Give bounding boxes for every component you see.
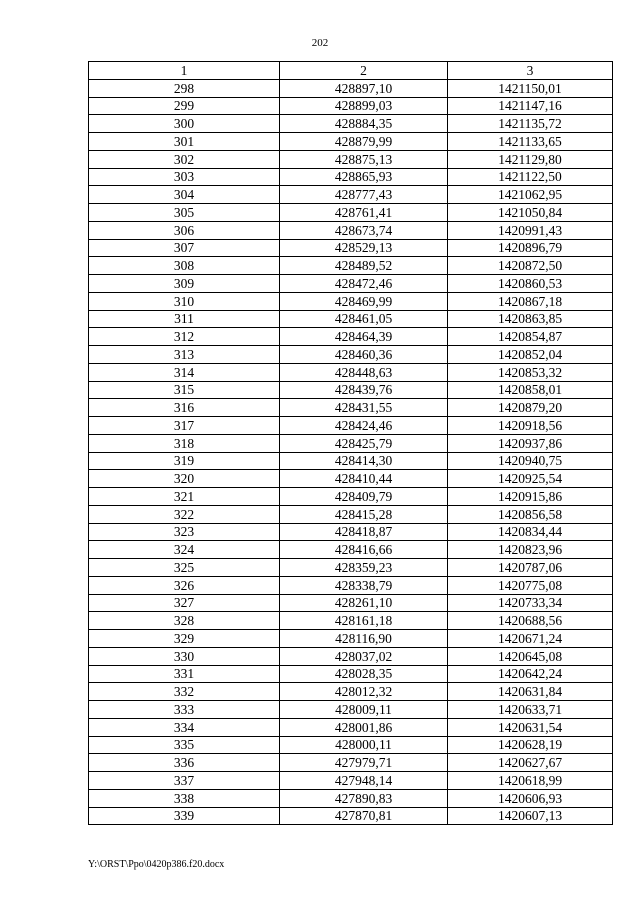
table-row (89, 292, 613, 310)
page-number: 202 (311, 37, 329, 49)
x-coordinate-cell: 427979,71 (280, 754, 448, 772)
x-coordinate-cell: 428012,32 (280, 683, 448, 701)
x-coordinate-cell: 428116,90 (280, 630, 448, 648)
table-row (89, 363, 613, 381)
table-row (89, 612, 613, 630)
y-coordinate-cell: 1420867,18 (448, 292, 613, 310)
x-coordinate-cell: 428425,79 (280, 434, 448, 452)
point-number-cell: 332 (89, 683, 280, 701)
table-row (89, 186, 613, 204)
x-coordinate-cell: 428673,74 (280, 221, 448, 239)
x-coordinate-cell: 428261,10 (280, 594, 448, 612)
table-row (89, 559, 613, 577)
x-coordinate-cell: 428761,41 (280, 204, 448, 222)
point-number-cell: 331 (89, 665, 280, 683)
y-coordinate-cell: 1420631,84 (448, 683, 613, 701)
x-coordinate-cell: 428461,05 (280, 310, 448, 328)
table-row (89, 505, 613, 523)
y-coordinate-cell: 1421050,84 (448, 204, 613, 222)
x-coordinate-cell: 428884,35 (280, 115, 448, 133)
table-row (89, 381, 613, 399)
y-coordinate-cell: 1420834,44 (448, 523, 613, 541)
y-coordinate-cell: 1420642,24 (448, 665, 613, 683)
y-coordinate-cell: 1420823,96 (448, 541, 613, 559)
x-coordinate-cell: 428460,36 (280, 346, 448, 364)
point-number-cell: 335 (89, 736, 280, 754)
column-header-1: 1 (89, 62, 280, 80)
table-row (89, 79, 613, 97)
point-number-cell: 337 (89, 772, 280, 790)
table-header-row (89, 62, 613, 80)
point-number-cell: 306 (89, 221, 280, 239)
table-row (89, 470, 613, 488)
y-coordinate-cell: 1420645,08 (448, 647, 613, 665)
x-coordinate-cell: 428899,03 (280, 97, 448, 115)
point-number-cell: 307 (89, 239, 280, 257)
x-coordinate-cell: 428489,52 (280, 257, 448, 275)
point-number-cell: 309 (89, 275, 280, 293)
y-coordinate-cell: 1421129,80 (448, 150, 613, 168)
point-number-cell: 330 (89, 647, 280, 665)
x-coordinate-cell: 428416,66 (280, 541, 448, 559)
point-number-cell: 323 (89, 523, 280, 541)
point-number-cell: 319 (89, 452, 280, 470)
table-row (89, 807, 613, 825)
x-coordinate-cell: 428472,46 (280, 275, 448, 293)
y-coordinate-cell: 1421135,72 (448, 115, 613, 133)
y-coordinate-cell: 1420633,71 (448, 701, 613, 719)
x-coordinate-cell: 428431,55 (280, 399, 448, 417)
point-number-cell: 304 (89, 186, 280, 204)
x-coordinate-cell: 427948,14 (280, 772, 448, 790)
y-coordinate-cell: 1420991,43 (448, 221, 613, 239)
x-coordinate-cell: 428028,35 (280, 665, 448, 683)
point-number-cell: 315 (89, 381, 280, 399)
x-coordinate-cell: 428448,63 (280, 363, 448, 381)
point-number-cell: 301 (89, 133, 280, 151)
y-coordinate-cell: 1420918,56 (448, 417, 613, 435)
point-number-cell: 336 (89, 754, 280, 772)
y-coordinate-cell: 1420607,13 (448, 807, 613, 825)
point-number-cell: 310 (89, 292, 280, 310)
point-number-cell: 316 (89, 399, 280, 417)
y-coordinate-cell: 1421133,65 (448, 133, 613, 151)
table-row (89, 328, 613, 346)
x-coordinate-cell: 428415,28 (280, 505, 448, 523)
table-row (89, 221, 613, 239)
x-coordinate-cell: 428009,11 (280, 701, 448, 719)
x-coordinate-cell: 428865,93 (280, 168, 448, 186)
point-number-cell: 312 (89, 328, 280, 346)
x-coordinate-cell: 428529,13 (280, 239, 448, 257)
x-coordinate-cell: 427890,83 (280, 789, 448, 807)
point-number-cell: 314 (89, 363, 280, 381)
table-row (89, 789, 613, 807)
x-coordinate-cell: 428414,30 (280, 452, 448, 470)
table-row (89, 718, 613, 736)
table-row (89, 647, 613, 665)
table-row (89, 97, 613, 115)
y-coordinate-cell: 1420863,85 (448, 310, 613, 328)
point-number-cell: 334 (89, 718, 280, 736)
x-coordinate-cell: 428001,86 (280, 718, 448, 736)
table-body (89, 79, 613, 825)
y-coordinate-cell: 1420628,19 (448, 736, 613, 754)
table-row (89, 133, 613, 151)
point-number-cell: 311 (89, 310, 280, 328)
table-row (89, 736, 613, 754)
point-number-cell: 303 (89, 168, 280, 186)
x-coordinate-cell: 428777,43 (280, 186, 448, 204)
point-number-cell: 325 (89, 559, 280, 577)
point-number-cell: 324 (89, 541, 280, 559)
x-coordinate-cell: 428469,99 (280, 292, 448, 310)
point-number-cell: 298 (89, 79, 280, 97)
y-coordinate-cell: 1420618,99 (448, 772, 613, 790)
y-coordinate-cell: 1420631,54 (448, 718, 613, 736)
table-row (89, 310, 613, 328)
x-coordinate-cell: 428000,11 (280, 736, 448, 754)
table-row (89, 665, 613, 683)
y-coordinate-cell: 1420872,50 (448, 257, 613, 275)
point-number-cell: 302 (89, 150, 280, 168)
table-row (89, 683, 613, 701)
y-coordinate-cell: 1420627,67 (448, 754, 613, 772)
x-coordinate-cell: 428464,39 (280, 328, 448, 346)
y-coordinate-cell: 1420606,93 (448, 789, 613, 807)
table-row (89, 115, 613, 133)
table-row (89, 701, 613, 719)
point-number-cell: 299 (89, 97, 280, 115)
table-row (89, 576, 613, 594)
point-number-cell: 320 (89, 470, 280, 488)
table-row (89, 204, 613, 222)
point-number-cell: 333 (89, 701, 280, 719)
footer-file-path: Y:\ORST\Ppo\0420p386.f20.docx (88, 859, 225, 870)
column-header-2: 2 (280, 62, 448, 80)
point-number-cell: 313 (89, 346, 280, 364)
table-row (89, 417, 613, 435)
table-row (89, 754, 613, 772)
table-row (89, 150, 613, 168)
y-coordinate-cell: 1420879,20 (448, 399, 613, 417)
table-row (89, 346, 613, 364)
y-coordinate-cell: 1420937,86 (448, 434, 613, 452)
point-number-cell: 326 (89, 576, 280, 594)
table-row (89, 452, 613, 470)
y-coordinate-cell: 1420853,32 (448, 363, 613, 381)
table-row (89, 239, 613, 257)
table-row (89, 488, 613, 506)
x-coordinate-cell: 428359,23 (280, 559, 448, 577)
x-coordinate-cell: 428418,87 (280, 523, 448, 541)
y-coordinate-cell: 1420671,24 (448, 630, 613, 648)
y-coordinate-cell: 1420688,56 (448, 612, 613, 630)
point-number-cell: 305 (89, 204, 280, 222)
table-row (89, 257, 613, 275)
x-coordinate-cell: 428409,79 (280, 488, 448, 506)
point-number-cell: 317 (89, 417, 280, 435)
column-header-3: 3 (448, 62, 613, 80)
y-coordinate-cell: 1420925,54 (448, 470, 613, 488)
y-coordinate-cell: 1420787,06 (448, 559, 613, 577)
x-coordinate-cell: 428879,99 (280, 133, 448, 151)
point-number-cell: 327 (89, 594, 280, 612)
point-number-cell: 308 (89, 257, 280, 275)
y-coordinate-cell: 1420915,86 (448, 488, 613, 506)
y-coordinate-cell: 1420858,01 (448, 381, 613, 399)
x-coordinate-cell: 428875,13 (280, 150, 448, 168)
y-coordinate-cell: 1420854,87 (448, 328, 613, 346)
table-row (89, 594, 613, 612)
point-number-cell: 328 (89, 612, 280, 630)
y-coordinate-cell: 1421122,50 (448, 168, 613, 186)
table-row (89, 772, 613, 790)
table-row (89, 541, 613, 559)
point-number-cell: 338 (89, 789, 280, 807)
table-row (89, 630, 613, 648)
table-row (89, 275, 613, 293)
x-coordinate-cell: 428410,44 (280, 470, 448, 488)
point-number-cell: 329 (89, 630, 280, 648)
y-coordinate-cell: 1420860,53 (448, 275, 613, 293)
y-coordinate-cell: 1421062,95 (448, 186, 613, 204)
table-row (89, 168, 613, 186)
x-coordinate-cell: 428424,46 (280, 417, 448, 435)
y-coordinate-cell: 1420775,08 (448, 576, 613, 594)
table-row (89, 434, 613, 452)
table-row (89, 523, 613, 541)
y-coordinate-cell: 1420733,34 (448, 594, 613, 612)
x-coordinate-cell: 428161,18 (280, 612, 448, 630)
x-coordinate-cell: 428338,79 (280, 576, 448, 594)
table-row (89, 399, 613, 417)
point-number-cell: 321 (89, 488, 280, 506)
x-coordinate-cell: 427870,81 (280, 807, 448, 825)
y-coordinate-cell: 1420896,79 (448, 239, 613, 257)
x-coordinate-cell: 428897,10 (280, 79, 448, 97)
coordinates-table (88, 61, 613, 825)
y-coordinate-cell: 1421150,01 (448, 79, 613, 97)
y-coordinate-cell: 1420940,75 (448, 452, 613, 470)
point-number-cell: 339 (89, 807, 280, 825)
x-coordinate-cell: 428037,02 (280, 647, 448, 665)
point-number-cell: 318 (89, 434, 280, 452)
point-number-cell: 322 (89, 505, 280, 523)
point-number-cell: 300 (89, 115, 280, 133)
y-coordinate-cell: 1420852,04 (448, 346, 613, 364)
y-coordinate-cell: 1420856,58 (448, 505, 613, 523)
y-coordinate-cell: 1421147,16 (448, 97, 613, 115)
x-coordinate-cell: 428439,76 (280, 381, 448, 399)
